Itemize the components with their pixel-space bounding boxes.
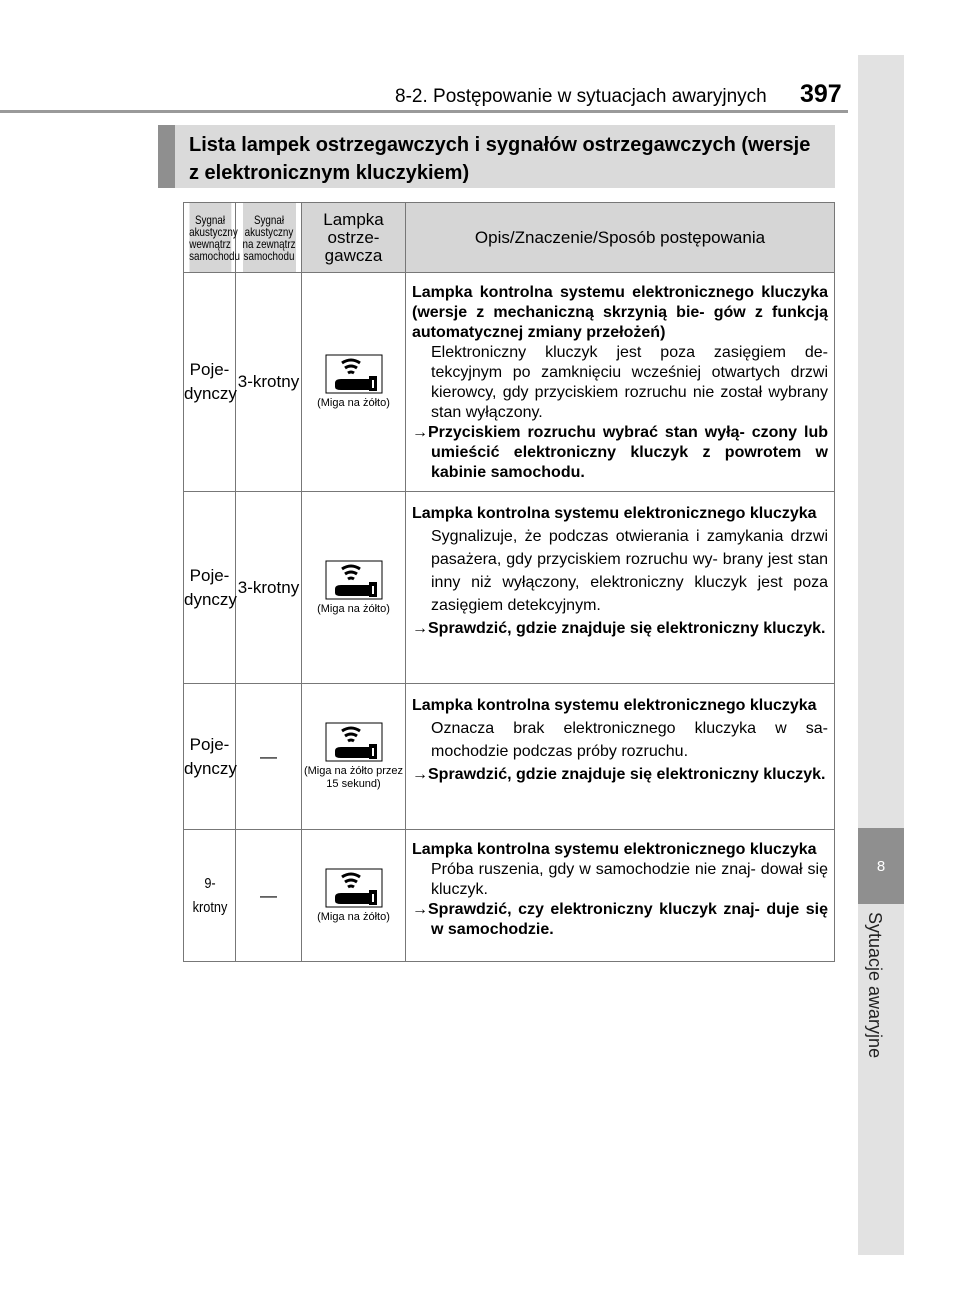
description-action: →Sprawdzić, gdzie znajduje się elektroniczny kluczyk. bbox=[412, 620, 826, 637]
description-action: →Przyciskiem rozruchu wybrać stan wyłą- czony lub umieścić elektroniczny kluczyk z powrotem w kabinie samochodu. bbox=[412, 424, 828, 481]
description-title: Lampka kontrolna systemu elektronicznego kluczyka bbox=[412, 841, 817, 858]
inside-signal: Poje- dynczy bbox=[184, 273, 236, 492]
table-row bbox=[184, 273, 835, 492]
table-row bbox=[184, 830, 835, 962]
section-title: Lista lampek ostrzegawczych i sygnałów ostrzegawczych (wersje z elektronicznym kluczykiem) bbox=[158, 125, 835, 188]
outside-signal: 3-krotny bbox=[236, 273, 302, 492]
side-tab-label: Sytuacje awaryjne bbox=[865, 912, 885, 1059]
description-cell bbox=[406, 684, 835, 830]
electronic-key-warning-icon bbox=[325, 560, 383, 600]
lamp-caption: (Miga na żółto) bbox=[317, 910, 390, 923]
electronic-key-warning-icon bbox=[325, 868, 383, 908]
header-inside-signal: Sygnał akustyczny wewnątrz samochodu bbox=[188, 203, 231, 273]
table-header-row bbox=[184, 203, 835, 273]
lamp-caption: (Miga na żółto przez 15 sekund) bbox=[303, 765, 404, 790]
description-action: →Sprawdzić, czy elektroniczny kluczyk znaj- duje się w samochodzie. bbox=[412, 901, 828, 938]
warning-table bbox=[183, 202, 835, 962]
description-title: Lampka kontrolna systemu elektronicznego kluczyka bbox=[412, 505, 817, 522]
lamp-cell bbox=[302, 684, 406, 830]
electronic-key-warning-icon bbox=[325, 722, 383, 762]
inside-signal: Poje- dynczy bbox=[184, 684, 236, 830]
header-outside-signal: Sygnał akustyczny na zewnątrz samochodu bbox=[241, 203, 295, 273]
inside-signal: Poje- dynczy bbox=[184, 492, 236, 684]
description-cell bbox=[406, 273, 835, 492]
header-description: Opis/Znaczenie/Sposób postępowania bbox=[406, 203, 835, 273]
page-number: 397 bbox=[800, 80, 842, 108]
outside-signal: 3-krotny bbox=[236, 492, 302, 684]
header-title: 8-2. Postępowanie w sytuacjach awaryjnych bbox=[395, 86, 767, 107]
side-tab bbox=[858, 55, 904, 1255]
outside-signal: — bbox=[236, 684, 302, 830]
header-rule bbox=[0, 110, 848, 113]
description-action: →Sprawdzić, gdzie znajduje się elektroniczny kluczyk. bbox=[412, 766, 826, 783]
lamp-cell bbox=[302, 273, 406, 492]
outside-signal: — bbox=[236, 830, 302, 962]
description-body: Oznacza brak elektronicznego kluczyka w sa- mochodzie podczas próby rozruchu. bbox=[431, 720, 828, 760]
description-body: Próba ruszenia, gdy w samochodzie nie znaj- dował się kluczyk. bbox=[431, 861, 828, 898]
description-cell bbox=[406, 830, 835, 962]
lamp-cell bbox=[302, 492, 406, 684]
lamp-caption: (Miga na żółto) bbox=[317, 602, 390, 615]
description-cell bbox=[406, 492, 835, 684]
description-title: Lampka kontrolna systemu elektronicznego kluczyka bbox=[412, 697, 817, 714]
table-row bbox=[184, 684, 835, 830]
description-body: Elektroniczny kluczyk jest poza zasięgiem de- tekcyjnym po zamknięciu wcześniej otwartych drzwi kierowcy, gdy przyciskiem rozruchu nie został wybrany stan wyłączony. bbox=[431, 344, 828, 421]
lamp-caption: (Miga na żółto) bbox=[317, 397, 390, 409]
description-body: Sygnalizuje, że podczas otwierania i zamykania drzwi pasażera, gdy przyciskiem rozruchu wy- brany jest stan inny niż wyłączony, elektroniczny kluczyk jest poza zasięgiem detekcyjnym. bbox=[431, 528, 828, 614]
header-warning-lamp: Lampka ostrze- gawcza bbox=[302, 203, 406, 273]
table-row bbox=[184, 492, 835, 684]
lamp-cell bbox=[302, 830, 406, 962]
side-tab-number: 8 bbox=[858, 828, 904, 904]
electronic-key-warning-icon bbox=[325, 354, 383, 394]
description-title: Lampka kontrolna systemu elektronicznego kluczyka (wersje z mechaniczną skrzynią bie- gów z funkcją automatycznej zmiany przełożeń) bbox=[412, 284, 828, 341]
inside-signal: 9-krotny bbox=[187, 830, 231, 962]
